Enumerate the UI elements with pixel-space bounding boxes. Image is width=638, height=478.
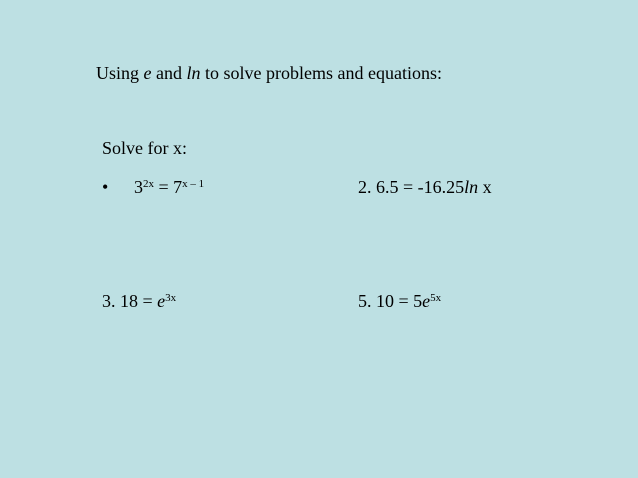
problem-3-exponent: 3x — [165, 292, 177, 304]
slide-title — [96, 62, 442, 84]
title-text-end: to solve problems and equations: — [200, 63, 442, 83]
problem-2-ln: ln — [464, 177, 479, 197]
title-e: e — [143, 63, 152, 83]
title-text-start: Using — [96, 63, 144, 83]
problem-2 — [358, 176, 492, 198]
problem-1-exponent-1: 2x — [143, 178, 154, 190]
problem-3 — [102, 290, 176, 312]
problem-1 — [102, 176, 204, 198]
title-ln: ln — [186, 63, 201, 83]
problem-1-exponent-2: x – 1 — [182, 178, 205, 190]
problem-3-text: 3. 18 = — [102, 291, 158, 311]
problem-2-text: 2. 6.5 = -16.25 — [358, 177, 465, 197]
problem-1-base: 3 — [134, 177, 143, 197]
problem-2-var: x — [478, 177, 492, 197]
problem-5-text: 5. 10 = 5 — [358, 291, 423, 311]
problem-1-equals: = 7 — [154, 177, 183, 197]
problem-5-exponent: 5x — [430, 292, 442, 304]
solve-heading: Solve for x: — [102, 138, 187, 158]
problem-5 — [358, 290, 441, 312]
problem-5-e: e — [422, 291, 431, 311]
problem-3-e: e — [157, 291, 166, 311]
title-text-and: and — [151, 63, 187, 83]
bullet-icon: • — [102, 177, 109, 197]
